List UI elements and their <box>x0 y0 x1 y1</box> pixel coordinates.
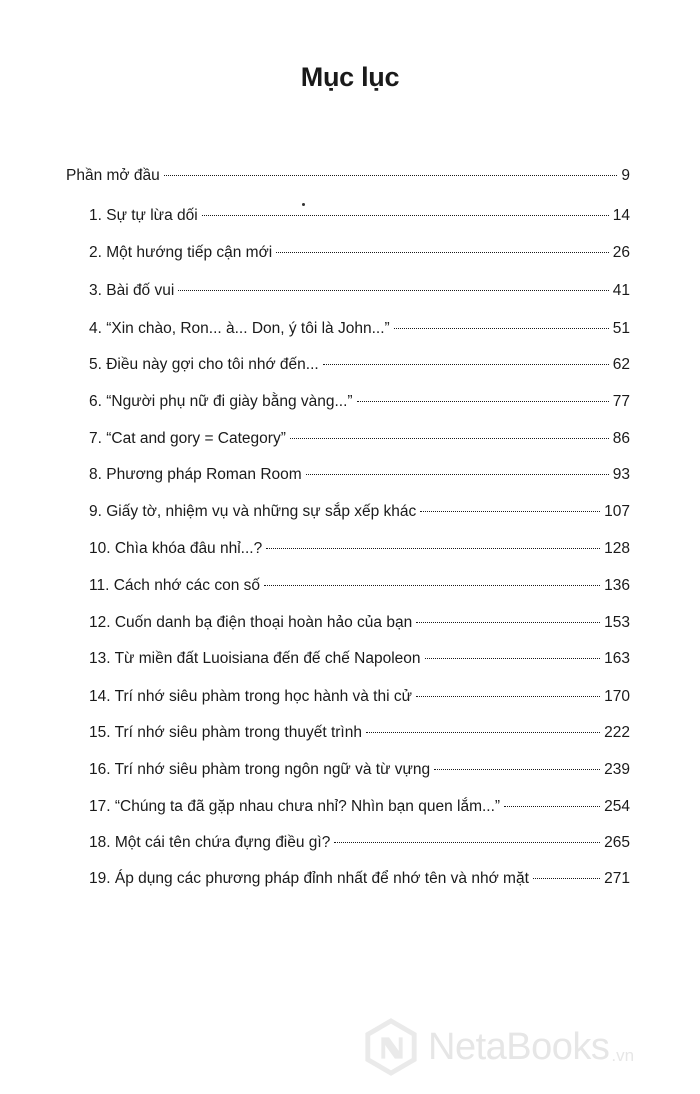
toc-entry-title: 10. Chìa khóa đâu nhỉ...? <box>89 540 263 557</box>
dot-leader <box>357 401 609 402</box>
dot-leader <box>416 696 600 697</box>
toc-page-number: 86 <box>612 430 630 447</box>
toc-page-number: 271 <box>604 870 630 887</box>
toc-entry-intro <box>66 166 630 186</box>
toc-entry-title: 7. “Cat and gory = Category” <box>89 430 286 447</box>
toc-entry-title: 2. Một hướng tiếp cận mới <box>89 244 273 261</box>
dot-leader <box>416 622 600 623</box>
toc-entry-title: 16. Trí nhớ siêu phàm trong ngôn ngữ và từ vựng <box>89 761 431 778</box>
dot-leader <box>425 658 601 659</box>
dot-leader <box>290 438 609 439</box>
toc-page-number: 93 <box>612 466 630 483</box>
toc-entry-title: 5. Điều này gợi cho tôi nhớ đến... <box>89 356 319 373</box>
dot-leader <box>178 290 608 291</box>
toc-page-number: 77 <box>612 393 630 410</box>
toc-entry-title: 17. “Chúng ta đã gặp nhau chưa nhỉ? Nhìn bạn quen lắm...” <box>89 798 501 815</box>
toc-entry <box>89 206 630 226</box>
toc-entry-title: 8. Phương pháp Roman Room <box>89 466 302 483</box>
watermark <box>362 1012 692 1082</box>
toc-entry-title: 9. Giấy tờ, nhiệm vụ và những sự sắp xếp khác <box>89 503 417 520</box>
toc-entry <box>89 833 630 853</box>
toc-entry-title: Phần mở đầu <box>66 167 160 184</box>
toc-page-number: 136 <box>604 577 630 594</box>
toc-page-number: 239 <box>604 761 630 778</box>
toc-page-number: 265 <box>604 834 630 851</box>
toc-entry <box>89 319 630 339</box>
toc-page-number: 128 <box>604 540 630 557</box>
toc-page-number: 14 <box>612 207 630 224</box>
toc-entry-title: 18. Một cái tên chứa đựng điều gì? <box>89 834 331 851</box>
toc-page-number: 170 <box>604 688 630 705</box>
page-title: Mục lục <box>300 62 400 92</box>
toc-entry-title: 15. Trí nhớ siêu phàm trong thuyết trình <box>89 724 362 741</box>
dot-leader <box>164 175 618 176</box>
dot-leader <box>202 215 609 216</box>
toc-page-number: 51 <box>612 320 630 337</box>
dot-leader <box>366 732 600 733</box>
toc-page-number: 163 <box>604 650 630 667</box>
dot-leader <box>334 842 600 843</box>
toc-entry <box>89 687 630 707</box>
toc-entry-title: 19. Áp dụng các phương pháp đỉnh nhất để nhớ tên và nhớ mặt <box>89 870 529 887</box>
toc-entry <box>89 649 630 669</box>
toc-entry <box>89 613 630 633</box>
toc-entry-title: 6. “Người phụ nữ đi giày bằng vàng...” <box>89 393 353 410</box>
dot-leader <box>394 328 609 329</box>
toc-entry-title: 1. Sự tự lừa dối <box>89 207 198 224</box>
dot-leader <box>434 769 600 770</box>
toc-page-number: 254 <box>604 798 630 815</box>
toc-entry-title: 14. Trí nhớ siêu phàm trong học hành và thi cử <box>89 688 412 705</box>
toc-entry <box>89 392 630 412</box>
toc-entry <box>89 760 630 780</box>
dot-leader <box>323 364 609 365</box>
dot-leader <box>420 511 600 512</box>
toc-entry-title: 4. “Xin chào, Ron... à... Don, ý tôi là John...” <box>89 320 390 337</box>
dot-leader <box>306 474 609 475</box>
dot-leader <box>264 585 600 586</box>
toc-page-number: 41 <box>612 282 630 299</box>
toc-entry-title: 11. Cách nhớ các con số <box>89 577 260 594</box>
toc-entry-title: 13. Từ miền đất Luoisiana đến đế chế Napoleon <box>89 650 421 667</box>
watermark-brand: NetaBooks <box>428 1025 610 1068</box>
toc-entry <box>89 429 630 449</box>
toc-page-number: 26 <box>612 244 630 261</box>
toc-entry <box>89 539 630 559</box>
toc-entry <box>89 281 630 301</box>
toc-entry <box>89 869 630 889</box>
netabooks-logo-icon <box>362 1018 420 1076</box>
toc-entry <box>89 502 630 522</box>
dot-leader <box>504 806 600 807</box>
dot-leader <box>276 252 609 253</box>
toc-page-number: 153 <box>604 614 630 631</box>
toc-entry <box>89 576 630 596</box>
toc-entry <box>89 797 630 817</box>
toc-entry <box>89 465 630 485</box>
toc-page-number: 9 <box>621 167 630 184</box>
dot-leader <box>266 548 600 549</box>
toc-entry-title: 12. Cuốn danh bạ điện thoại hoàn hảo của bạn <box>89 614 413 631</box>
watermark-suffix: .vn <box>611 1046 635 1065</box>
toc-page-number: 62 <box>612 356 630 373</box>
toc-entry <box>89 723 630 743</box>
toc-entry <box>89 243 630 263</box>
toc-entry-title: 3. Bài đố vui <box>89 282 175 299</box>
dot-leader <box>533 878 600 879</box>
toc-page-number: 107 <box>604 503 630 520</box>
toc-page-number: 222 <box>604 724 630 741</box>
toc-entry <box>89 355 630 375</box>
